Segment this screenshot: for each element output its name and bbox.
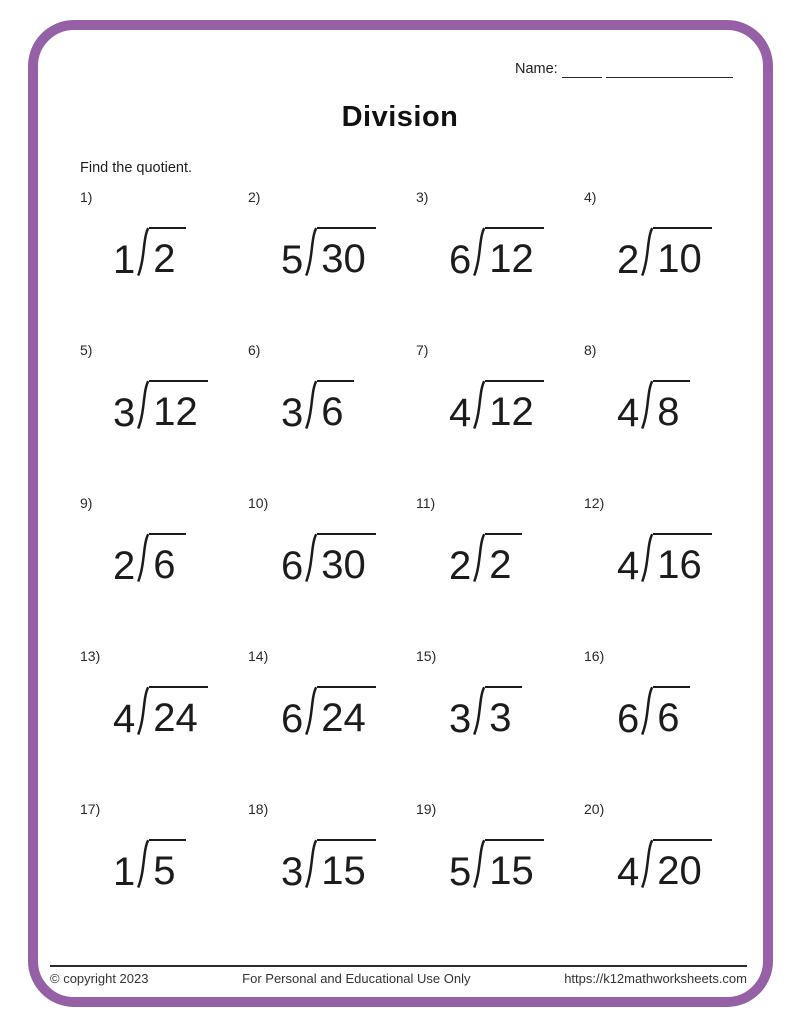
long-division-expression xyxy=(449,380,584,433)
division-bracket-icon xyxy=(472,686,485,736)
division-bracket-icon xyxy=(472,839,485,889)
problem-number: 7) xyxy=(416,342,429,358)
division-problem xyxy=(416,341,584,494)
division-problem xyxy=(416,800,584,953)
divisor: 2 xyxy=(449,543,472,588)
division-bracket-icon xyxy=(472,533,485,583)
long-division-expression xyxy=(281,533,416,586)
footer-url: https://k12mathworksheets.com xyxy=(564,971,747,986)
division-problem xyxy=(416,647,584,800)
problem-number: 4) xyxy=(584,189,597,205)
divisor: 4 xyxy=(113,696,136,741)
long-division-expression xyxy=(449,686,584,739)
division-problem xyxy=(416,494,584,647)
long-division-expression xyxy=(281,839,416,892)
division-problem xyxy=(584,647,752,800)
divisor: 1 xyxy=(113,849,136,894)
footer-copyright: © copyright 2023 xyxy=(50,971,149,986)
problem-number: 19) xyxy=(416,801,437,817)
long-division-expression xyxy=(617,380,752,433)
division-bracket-icon xyxy=(640,533,653,583)
divisor: 4 xyxy=(617,390,640,435)
problem-number: 16) xyxy=(584,648,605,664)
dividend: 30 xyxy=(317,227,376,279)
problem-number: 13) xyxy=(80,648,101,664)
dividend: 2 xyxy=(149,227,185,279)
divisor: 6 xyxy=(281,696,304,741)
footer-usage: For Personal and Educational Use Only xyxy=(242,971,471,986)
long-division-expression xyxy=(281,227,416,280)
division-bracket-icon xyxy=(136,533,149,583)
division-bracket-icon xyxy=(640,839,653,889)
dividend: 10 xyxy=(653,227,712,279)
problem-number: 18) xyxy=(248,801,269,817)
long-division-expression xyxy=(617,839,752,892)
division-problem xyxy=(80,647,248,800)
name-label: Name: xyxy=(515,61,558,77)
divisor: 5 xyxy=(449,849,472,894)
name-row xyxy=(515,61,733,78)
divisor: 4 xyxy=(617,543,640,588)
dividend: 12 xyxy=(485,227,544,279)
division-problem xyxy=(584,494,752,647)
dividend: 30 xyxy=(317,533,376,585)
dividend: 6 xyxy=(149,533,185,585)
division-problem xyxy=(248,494,416,647)
divisor: 2 xyxy=(617,237,640,282)
problem-number: 14) xyxy=(248,648,269,664)
long-division-expression xyxy=(113,227,248,280)
problem-number: 1) xyxy=(80,189,93,205)
problems-grid xyxy=(80,188,752,953)
long-division-expression xyxy=(113,380,248,433)
division-problem xyxy=(584,800,752,953)
division-problem xyxy=(80,494,248,647)
division-bracket-icon xyxy=(640,686,653,736)
division-bracket-icon xyxy=(304,227,317,277)
long-division-expression xyxy=(449,839,584,892)
problem-number: 20) xyxy=(584,801,605,817)
dividend: 6 xyxy=(317,380,353,432)
divisor: 3 xyxy=(113,390,136,435)
division-problem xyxy=(80,800,248,953)
problem-number: 3) xyxy=(416,189,429,205)
problem-number: 10) xyxy=(248,495,269,511)
dividend: 16 xyxy=(653,533,712,585)
long-division-expression xyxy=(617,227,752,280)
problem-number: 5) xyxy=(80,342,93,358)
name-blank-line xyxy=(606,61,733,78)
division-bracket-icon xyxy=(136,686,149,736)
problem-number: 8) xyxy=(584,342,597,358)
division-bracket-icon xyxy=(136,839,149,889)
division-bracket-icon xyxy=(136,227,149,277)
division-bracket-icon xyxy=(304,839,317,889)
long-division-expression xyxy=(617,533,752,586)
division-bracket-icon xyxy=(136,380,149,430)
dividend: 24 xyxy=(317,686,376,738)
long-division-expression xyxy=(113,686,248,739)
division-problem xyxy=(584,188,752,341)
divisor: 4 xyxy=(449,390,472,435)
dividend: 15 xyxy=(317,839,376,891)
problem-number: 9) xyxy=(80,495,93,511)
long-division-expression xyxy=(113,533,248,586)
name-blank-line xyxy=(562,61,602,78)
problem-number: 6) xyxy=(248,342,261,358)
dividend: 5 xyxy=(149,839,185,891)
division-problem xyxy=(248,341,416,494)
division-bracket-icon xyxy=(640,227,653,277)
long-division-expression xyxy=(281,380,416,433)
divisor: 3 xyxy=(449,696,472,741)
long-division-expression xyxy=(449,533,584,586)
problem-number: 17) xyxy=(80,801,101,817)
long-division-expression xyxy=(113,839,248,892)
dividend: 2 xyxy=(485,533,521,585)
dividend: 3 xyxy=(485,686,521,738)
division-problem xyxy=(248,647,416,800)
divisor: 5 xyxy=(281,237,304,282)
divisor: 2 xyxy=(113,543,136,588)
dividend: 24 xyxy=(149,686,208,738)
problem-number: 12) xyxy=(584,495,605,511)
division-bracket-icon xyxy=(304,380,317,430)
footer-divider xyxy=(50,965,747,967)
long-division-expression xyxy=(281,686,416,739)
long-division-expression xyxy=(449,227,584,280)
division-problem xyxy=(584,341,752,494)
dividend: 20 xyxy=(653,839,712,891)
division-problem xyxy=(248,188,416,341)
division-problem xyxy=(80,341,248,494)
divisor: 3 xyxy=(281,390,304,435)
division-bracket-icon xyxy=(304,686,317,736)
divisor: 6 xyxy=(449,237,472,282)
dividend: 12 xyxy=(485,380,544,432)
problem-number: 15) xyxy=(416,648,437,664)
divisor: 6 xyxy=(617,696,640,741)
division-bracket-icon xyxy=(472,227,485,277)
dividend: 6 xyxy=(653,686,689,738)
divisor: 6 xyxy=(281,543,304,588)
division-bracket-icon xyxy=(304,533,317,583)
division-problem xyxy=(416,188,584,341)
division-bracket-icon xyxy=(472,380,485,430)
page-title: Division xyxy=(341,101,459,133)
divisor: 4 xyxy=(617,849,640,894)
problem-number: 2) xyxy=(248,189,261,205)
problem-number: 11) xyxy=(416,495,436,511)
dividend: 8 xyxy=(653,380,689,432)
division-problem xyxy=(248,800,416,953)
footer xyxy=(50,971,747,986)
dividend: 12 xyxy=(149,380,208,432)
divisor: 3 xyxy=(281,849,304,894)
division-bracket-icon xyxy=(640,380,653,430)
dividend: 15 xyxy=(485,839,544,891)
instruction-text: Find the quotient. xyxy=(80,160,193,176)
long-division-expression xyxy=(617,686,752,739)
division-problem xyxy=(80,188,248,341)
divisor: 1 xyxy=(113,237,136,282)
